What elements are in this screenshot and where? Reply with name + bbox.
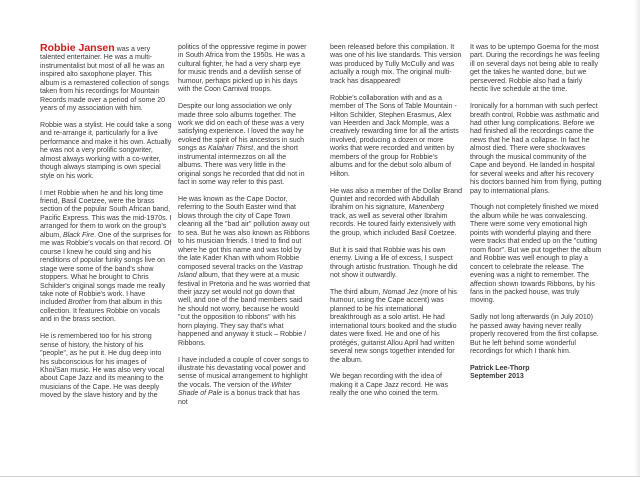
work-title: Vastrap Island [178, 263, 303, 280]
text-column-4 [470, 44, 602, 390]
paragraph [40, 44, 172, 114]
text-run: But it is said that Robbie was his own enemy. Living a life of excess, I suspect through artistic frustration. Though he did not show it outwardly. [330, 246, 458, 280]
work-title: Nomad Jez [382, 288, 419, 296]
text-run: We began recording with the idea of making it a Cape Jazz record. He was really the one who coined the term. [330, 373, 448, 398]
text-column-2 [178, 44, 310, 416]
text-run: track, as well as several other Ibrahim records. He toured fairly extensively with the group, which included Basil Coetzee. [330, 212, 457, 237]
work-title: Black Fire [62, 231, 95, 239]
text-run: I have included a couple of cover songs to illustrate his devastating vocal power and sense of musical arrangement to highlight the vocals. The version of the [178, 356, 309, 389]
paragraph [470, 103, 602, 196]
author-name: Patrick Lee-Thorp [470, 364, 530, 372]
text-run: The third album, [330, 288, 383, 296]
text-run: (more of his humour, using the Cape accent) was planned to be his international breakthrough as a solo artist. He had international tours booked and the studio dates were fixed. He and one of his protégés, guitarist Allou April had written several new songs together intended for the album. [330, 288, 457, 364]
paragraph [470, 314, 602, 356]
signature-date: September 2013 [470, 373, 524, 381]
page-bottom-rule [0, 476, 640, 477]
article-title: Robbie Jansen [40, 42, 115, 54]
text-run: He was also a member of the Dollar Brand Quintet and recorded with Abdullah Ibrahim on his signature, [330, 187, 462, 212]
paragraph [178, 44, 310, 95]
text-run: , and the short instrumental intermezzos on all the albums. There was very little in the original songs he recorded that did not in fact in some way refer to this past. [178, 145, 305, 187]
work-title: Brother [68, 299, 92, 307]
paragraph [470, 44, 602, 95]
paragraph [330, 373, 462, 398]
work-title: Whiter Shade of Pale [178, 381, 292, 398]
text-run: from that album in this collection. It features Robbie on vocals and in the brass section. [40, 299, 162, 324]
paragraph [178, 103, 310, 188]
paragraph [330, 95, 462, 180]
paragraph [330, 44, 462, 86]
text-run: been released before this compilation. It was one of his live standards. This version was produced by Tully McCully and was actually a rough mix. The original multi-track has disappeared! [330, 44, 462, 85]
text-column-1 [40, 44, 172, 409]
text-run: Ironically for a hornman with such perfect breath control, Robbie was asthmatic and had other lung complications. Before we had finished all the recordings came the news that he had a collapse. In fact he almost died. There were shockwaves through the musical community of the Cape and beyond. He landed in hospital for several weeks and after his recovery his doctors banned him from flying, putting pay to international plans. [470, 103, 602, 195]
text-run: Despite our long association we only made three solo albums together. The work we did on each of these was a very satisfying experience. I loved the way he evoked the spirit of his ancestors in such songs as [178, 103, 305, 153]
paragraph [330, 247, 462, 281]
text-column-3 [330, 44, 462, 407]
paragraph [40, 122, 172, 181]
signature-block [470, 365, 602, 382]
paragraph [330, 289, 462, 365]
text-run: He was known as the Cape Doctor, referring to the South Easter wind that blows through the city of Cape Town clearing all the "bad air" pollution away out to sea. But he was also known as Ribbons to his musician friends. I tried to find out where he got this name and was told by the late Kader Khan with whom Robbie composed several tracks on the [178, 196, 310, 271]
text-run: is a bonus track that has not [178, 390, 300, 406]
text-run: Robbie was a stylist. He could take a song and re-arrange it, particularly for a live performance and make it his own. Actually he was not a very prolific songwriter, almost always working with a co-writer, though always stamping is own special style on his work. [40, 122, 172, 180]
text-run: Sadly not long afterwards (in July 2010) he passed away having never really properly recovered from the first collapse. But he left behind some wonderful recordings for which I thank him. [470, 314, 599, 356]
paragraph [40, 333, 172, 401]
text-run: politics of the oppressive regime in power in South Africa from the 1950s. He was a cultural fighter, he had a very sharp eye for music trends and a devilish sense of humour, perhaps picked up in his days with the Coon Carnival troops. [178, 44, 307, 94]
paragraph [178, 196, 310, 348]
text-run: He is remembered too for his strong sense of history, the history of his "people", as he put it. He dug deep into his subconscious for his images of Khoi/San music. He was also very vocal about Cape Jazz and its meaning to the musicians of the Cape. He was deeply moved by the slave history and by the [40, 333, 165, 400]
text-run: . One of the surprises for me was Robbie's vocals on that record. Of course I knew he could sing and his renditions of popular funky songs live on stage were some of the band's show stoppers. What he brought to Chris Schilder's original songs made me really take note of Robbie's work. I have included [40, 231, 172, 307]
work-title: Manenberg [408, 204, 445, 212]
text-run: I met Robbie when he and his long time friend, Basil Coetzee, were the brass section of the popular South African band, Pacific Express. This was the mid-1970s. I arranged for them to work on the group's album, [40, 189, 172, 239]
paragraph [470, 204, 602, 305]
text-run: album, that they were at a music festival in Pretoria and he was worried that their jazzy set would not go down that well, and one of the band members said he should not worry, because he would "cut the opposition to ribbons" with his horn playing. They say that's what happened and anyway it stuck – Robbie / Ribbons. [178, 272, 310, 347]
text-run: Robbie's collaboration with and as a member of The Sons of Table Mountain - Hilton Schilder, Stephen Erasmus, Alex van Heerden and Jack Momple, was a creatively rewarding time for all the artists involved, producing a dozen or more works that were recorded and written by members of the group for Robbie's albums and for the debut solo album of Hilton. [330, 94, 459, 178]
text-run: was a very talented entertainer. He was a multi-instrumentalist but most of all he was an inspired alto saxophone player. This album is a remastered collection of songs taken from his recordings for Mountain Records made over a period of some 20 years of my association with him. [40, 46, 169, 113]
paragraph [40, 190, 172, 325]
work-title: Kalahari Thirst [207, 145, 254, 153]
paragraph [330, 188, 462, 239]
text-run: Though not completely finished we mixed the album while he was convalescing. There were some very emotional high points with wonderful playing and there were tracks that ended up on the "cutting room floor". But we put together the album and Robbie was well enough to play a concert to celebrate the release. The evening was a night to remember. The affection shown towards Ribbons, by his fans in the packed house, was truly moving. [470, 204, 602, 305]
text-run: It was to be uptempo Goema for the most part. During the recordings he was feeling ill on several days not being able to really get the takes he wanted done, but we persevered. Robbie also had a fairly hectic live schedule at the time. [470, 44, 600, 94]
paragraph [178, 357, 310, 408]
page-spine-shadow [634, 0, 640, 476]
